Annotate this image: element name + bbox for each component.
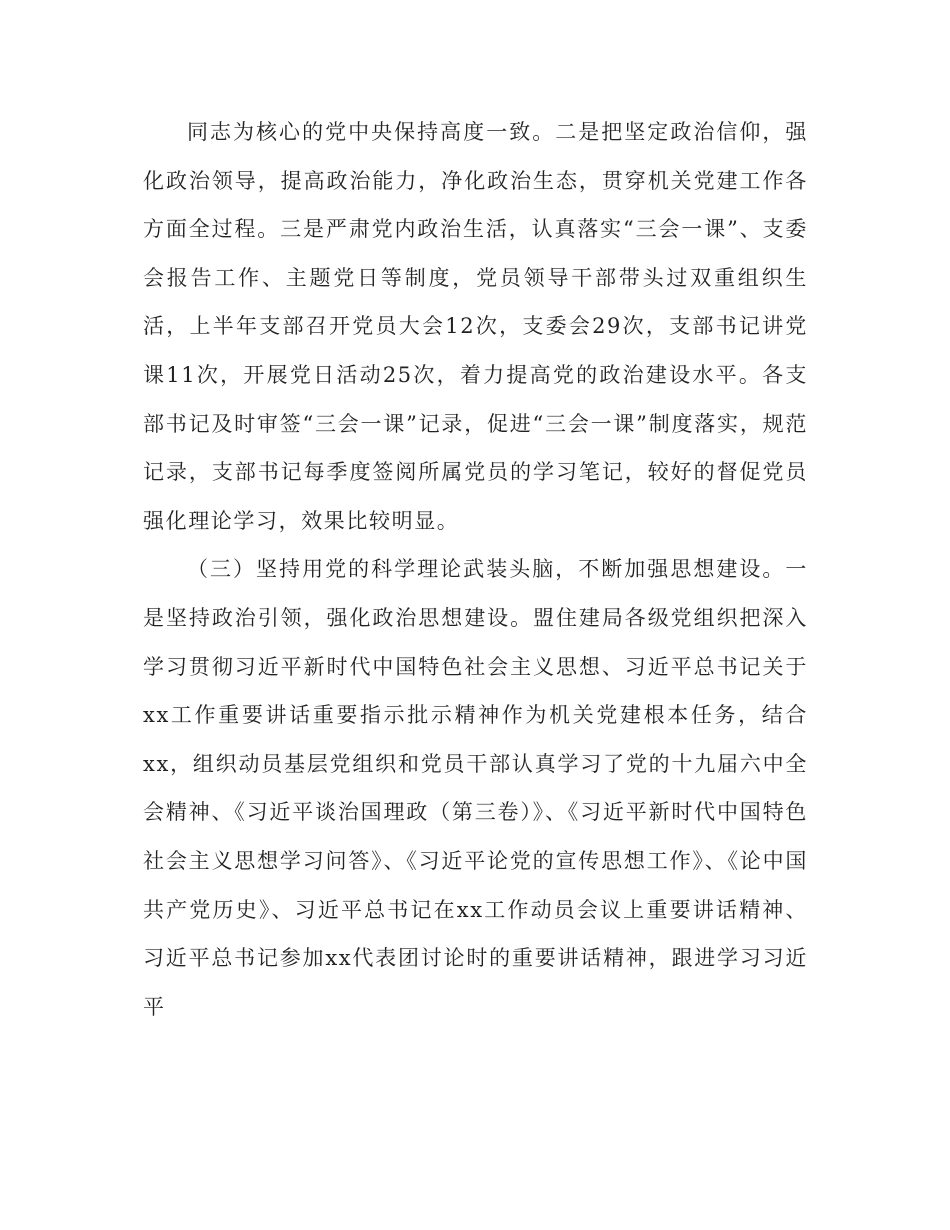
paragraph-2: （三）坚持用党的科学理论武装头脑，不断加强思想建设。一是坚持政治引领，强化政治思想建设。盟住建局各级党组织把深入学习贯彻习近平新时代中国特色社会主义思想、习近平总书记关于xx工作重要讲话重要指示批示精神作为机关党建根本任务，结合xx，组织动员基层党组织和党员干部认真学习了党的十九届六中全会精神、《习近平谈治国理政（第三卷）》、《习近平新时代中国特色社会主义思想学习问答》、《习近平论党的宣传思想工作》、《论中国共产党历史》、习近平总书记在xx工作动员会议上重要讲话精神、习近平总书记参加xx代表团讨论时的重要讲话精神，跟进学习习近平 [143,557,808,1019]
paragraph-1: 同志为核心的党中央保持高度一致。二是把坚定政治信仰，强化政治领导，提高政治能力，净化政治生态，贯穿机关党建工作各方面全过程。三是严肃党内政治生活，认真落实“三会一课”、支委会报告工作、主题党日等制度，党员领导干部带头过双重组织生活，上半年支部召开党员大会12次，支委会29次，支部书记讲党课11次，开展党日活动25次，着力提高党的政治建设水平。各支部书记及时审签“三会一课”记录，促进“三会一课”制度落实，规范记录，支部书记每季度签阅所属党员的学习笔记，较好的督促党员强化理论学习，效果比较明显。 [143,120,808,533]
document-body [143,108,808,1031]
